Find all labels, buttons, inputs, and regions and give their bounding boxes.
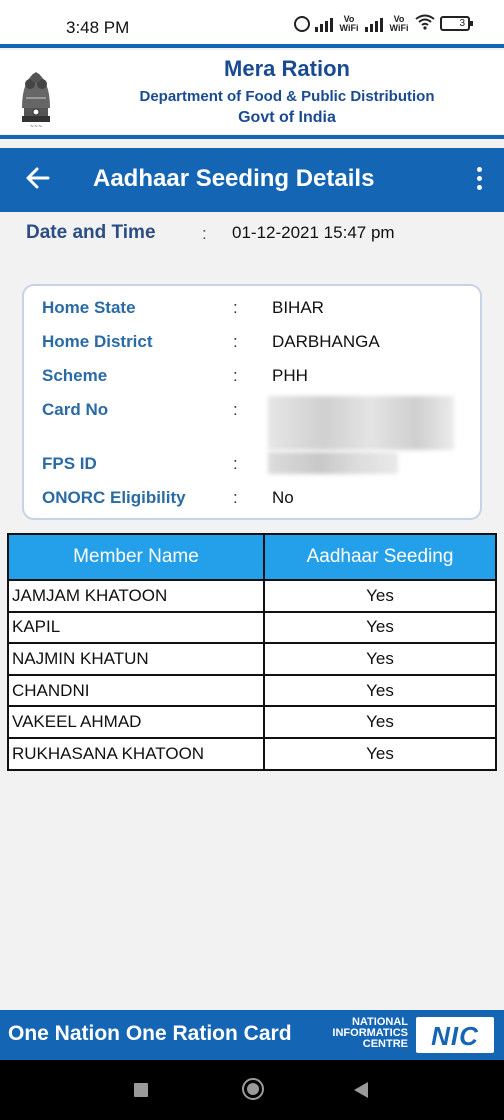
separator: : — [233, 488, 238, 507]
member-name-cell: NAJMIN KHATUN — [8, 643, 264, 675]
svg-text:~~~: ~~~ — [29, 124, 43, 130]
nic-logo — [416, 1017, 494, 1053]
table-row — [8, 580, 496, 612]
battery-icon: 3 — [440, 16, 470, 31]
footer-banner — [0, 1010, 504, 1060]
home-state-row — [24, 298, 480, 322]
separator: : — [233, 366, 238, 385]
fps-id-row — [24, 454, 480, 478]
app-header — [0, 50, 504, 134]
fps-id-redacted — [268, 452, 398, 474]
seeding-status-cell: Yes — [264, 675, 496, 707]
home-state-label: Home State — [42, 298, 136, 317]
app-bar — [0, 148, 504, 212]
separator: : — [233, 400, 238, 419]
onorc-value: No — [272, 488, 294, 507]
separator: : — [233, 454, 238, 473]
fps-id-label: FPS ID — [42, 454, 97, 473]
nic-logo-text: NIC — [431, 1021, 479, 1051]
separator: : — [233, 298, 238, 317]
onorc-row — [24, 488, 480, 512]
table-header-row — [8, 534, 496, 580]
more-vert-icon[interactable] — [474, 167, 484, 193]
table-row — [8, 612, 496, 644]
member-name-cell: KAPIL — [8, 612, 264, 644]
datetime-separator: : — [202, 224, 207, 243]
app-title: Mera Ration — [224, 56, 350, 81]
home-district-label: Home District — [42, 332, 153, 351]
onorc-slogan: One Nation One Ration Card — [8, 1022, 292, 1045]
nic-line-2: INFORMATICS — [332, 1027, 408, 1039]
home-district-value: DARBHANGA — [272, 332, 380, 351]
seeding-status-cell: Yes — [264, 643, 496, 675]
details-card — [22, 284, 482, 520]
datetime-label: Date and Time — [26, 222, 156, 243]
column-header-aadhaar-seeding: Aadhaar Seeding — [264, 534, 496, 580]
status-time: 3:48 PM — [66, 18, 130, 37]
wifi-icon — [415, 14, 435, 33]
scheme-value: PHH — [272, 366, 308, 385]
signal-icon — [315, 16, 333, 32]
header-top-rule — [0, 44, 504, 48]
nic-line-3: CENTRE — [362, 1038, 408, 1050]
seeding-status-cell: Yes — [264, 738, 496, 770]
header-bottom-rule — [0, 135, 504, 139]
department-name: Department of Food & Public Distribution — [139, 88, 435, 105]
page-title: Aadhaar Seeding Details — [93, 165, 375, 192]
back-arrow-icon[interactable] — [22, 162, 54, 194]
nic-name — [312, 1017, 408, 1050]
home-district-row — [24, 332, 480, 356]
card-no-redacted — [268, 396, 454, 450]
back-triangle-icon[interactable] — [354, 1082, 368, 1098]
seeding-status-cell: Yes — [264, 580, 496, 612]
scheme-label: Scheme — [42, 366, 108, 385]
scheme-row — [24, 366, 480, 390]
onorc-label: ONORC Eligibility — [42, 488, 186, 507]
signal-icon — [365, 16, 383, 32]
status-bar — [0, 0, 504, 44]
table-row — [8, 643, 496, 675]
table-row — [8, 738, 496, 770]
member-name-cell: VAKEEL AHMAD — [8, 706, 264, 738]
status-icons — [294, 14, 470, 33]
table-row — [8, 675, 496, 707]
separator: : — [233, 332, 238, 351]
column-header-member-name: Member Name — [8, 534, 264, 580]
member-name-cell: CHANDNI — [8, 675, 264, 707]
datetime-value: 01-12-2021 15:47 pm — [232, 223, 395, 242]
members-table — [7, 533, 497, 771]
member-name-cell: RUKHASANA KHATOON — [8, 738, 264, 770]
government-name: Govt of India — [238, 109, 336, 126]
table-row — [8, 706, 496, 738]
home-icon[interactable] — [242, 1078, 264, 1100]
nic-line-1: NATIONAL — [351, 1016, 408, 1028]
seeding-status-cell: Yes — [264, 706, 496, 738]
alarm-icon — [294, 16, 310, 32]
member-name-cell: JAMJAM KHATOON — [8, 580, 264, 612]
card-no-label: Card No — [42, 400, 109, 419]
home-state-value: BIHAR — [272, 298, 324, 317]
system-nav-bar — [0, 1060, 504, 1120]
vowifi-icon: Vo WiFi — [339, 13, 359, 33]
seeding-status-cell: Yes — [264, 612, 496, 644]
recents-icon[interactable] — [134, 1083, 148, 1097]
national-emblem-icon — [12, 58, 60, 130]
vowifi-icon: Vo WiFi — [389, 13, 409, 33]
